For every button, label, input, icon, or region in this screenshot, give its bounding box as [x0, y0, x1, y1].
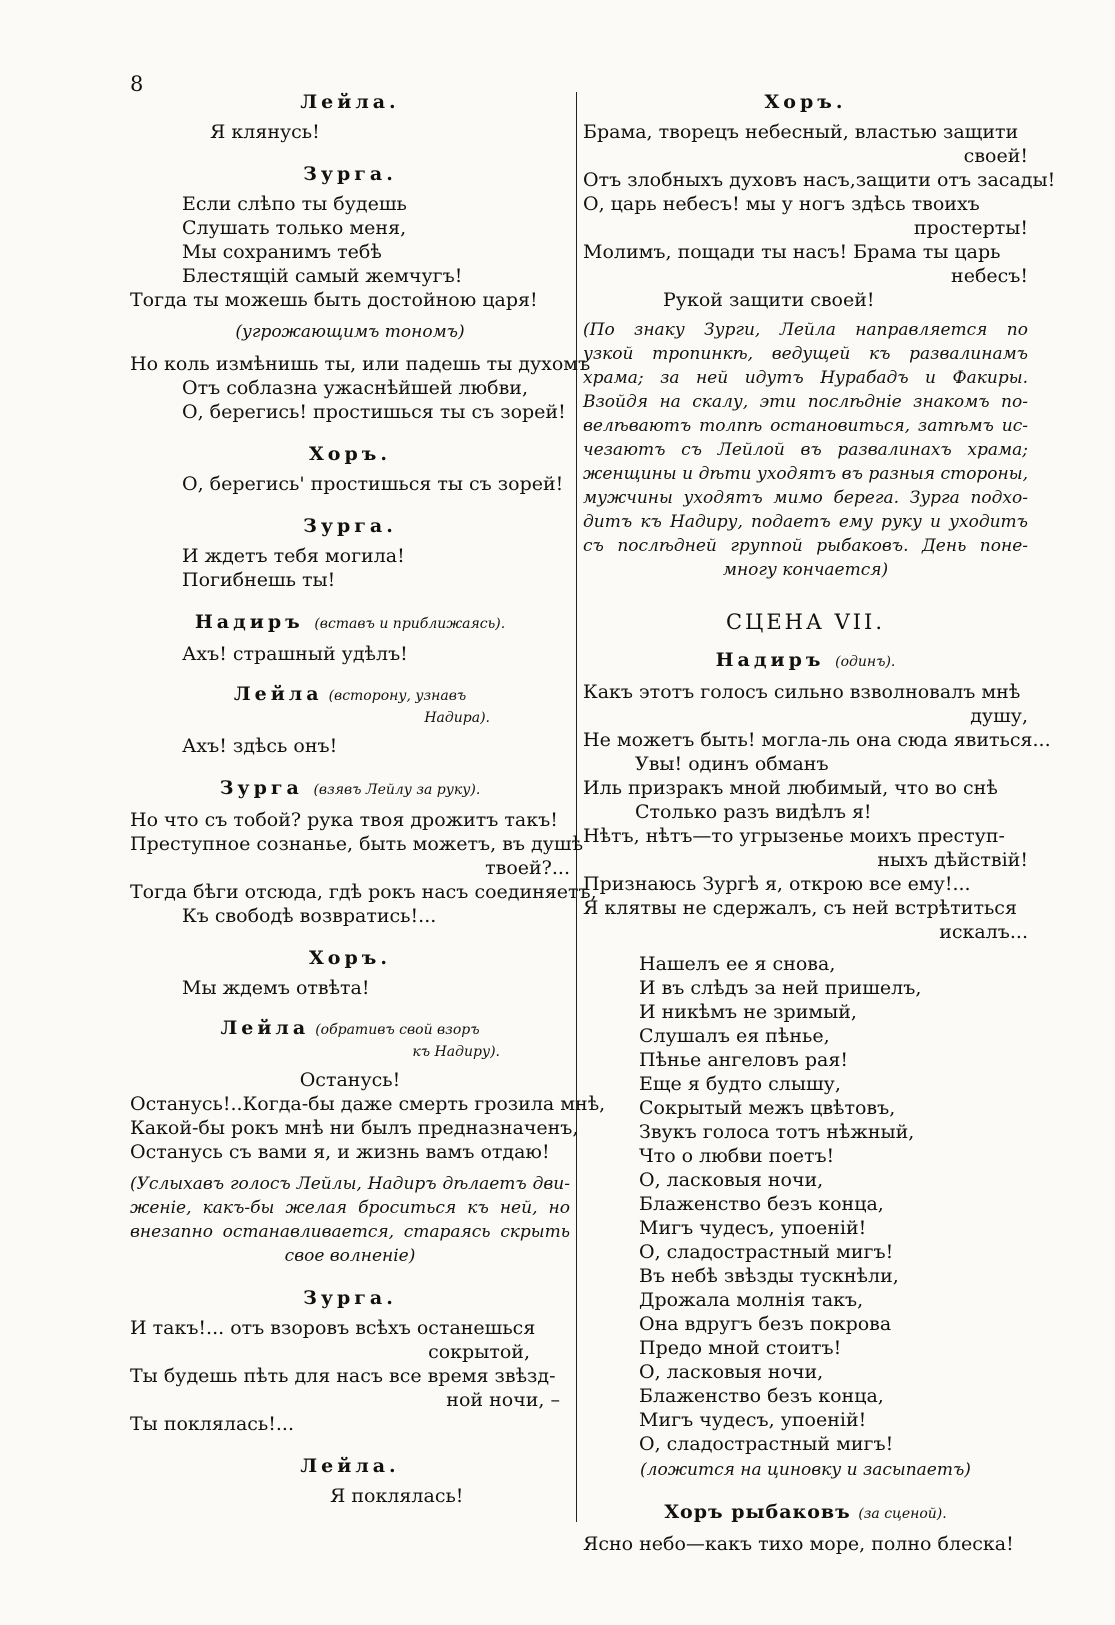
verse-line: Слушать только меня,	[182, 217, 407, 239]
verse-line: Иль призракъ мной любимый, что во снѣ	[583, 777, 998, 799]
verse-line: Если слѣпо ты будешь	[182, 193, 407, 215]
verse-line: Рукой защити своей!	[663, 289, 875, 311]
song-line: Пѣнье ангеловъ рая!	[639, 1049, 848, 1071]
verse-line: Преступное сознанье, быть можетъ, въ душѣ	[130, 833, 584, 855]
song-line: Она вдругъ безъ покрова	[639, 1313, 892, 1335]
song-line: И никѣмъ не зримый,	[639, 1001, 857, 1023]
verse-line: Я клятвы не сдержалъ, съ ней встрѣтиться	[583, 897, 1017, 919]
speaker-chorus: Хоръ.	[764, 91, 847, 113]
speaker-nadir	[130, 610, 570, 636]
verse-line: Тогда ты можешь быть достойною царя!	[130, 289, 538, 311]
stage-line: внезапно останавливается, стараясь скрыть	[130, 1222, 570, 1242]
verse-line: Ахъ! здѣсь онъ!	[182, 735, 338, 757]
song-line: О, сладострастный мигъ!	[639, 1433, 894, 1455]
speaker-name: Лейла	[233, 683, 323, 705]
verse-line: Мы ждемъ отвѣта!	[182, 977, 370, 999]
speaker-leila	[130, 1016, 570, 1062]
spacer	[583, 944, 1028, 952]
verse-line: Признаюсь Зургѣ я, открою все ему!...	[583, 873, 971, 895]
verse-line: Ясно небо—какъ тихо море, полно блеска!	[583, 1533, 1014, 1555]
speaker-leila: Лейла.	[300, 1455, 400, 1477]
song-line: Что о любви поетъ!	[639, 1145, 835, 1167]
verse-line: Отъ злобныхъ духовъ насъ,защити отъ засады!	[583, 169, 1056, 191]
page-number: 8	[130, 72, 144, 96]
right-column	[583, 90, 1056, 1556]
verse-line: Ахъ! страшный удѣлъ!	[182, 643, 408, 665]
verse-line: небесъ!	[951, 265, 1028, 287]
song-line: Слушалъ ея пѣнье,	[639, 1025, 830, 1047]
verse-line: О, берегись! простишься ты съ зорей!	[182, 401, 566, 423]
verse-line: Останусь!	[299, 1069, 401, 1091]
speaker-nadir	[583, 648, 1028, 674]
speaker-leila	[130, 682, 570, 728]
song-line: О, ласковыя ночи,	[639, 1169, 824, 1191]
verse-line: твоей?...	[485, 857, 570, 879]
song-line: И въ слѣдъ за ней пришелъ,	[639, 977, 922, 999]
verse-line: О, берегись' простишься ты съ зорей!	[182, 473, 564, 495]
song-line: Мигъ чудесъ, упоеній!	[639, 1409, 867, 1431]
speaker-zurga	[130, 776, 570, 802]
stage-line: (Услыхавъ голосъ Лейлы, Надиръ дѣлаетъ дви-	[130, 1174, 570, 1194]
verse-line: Отъ соблазна ужаснѣйшей любви,	[182, 377, 528, 399]
song-line: Блаженство безъ конца,	[639, 1193, 884, 1215]
stage-direction: (ложится на циновку и засыпаетъ)	[640, 1460, 971, 1480]
verse-line: Столько разъ видѣлъ я!	[635, 801, 872, 823]
verse-line: Ты поклялась!...	[130, 1413, 295, 1435]
speaker-name: Надиръ	[194, 611, 304, 633]
stage-line: узкой тропинкѣ, ведущей къ развалинамъ	[583, 344, 1028, 364]
speaker-zurga: Зурга.	[303, 1287, 397, 1309]
speaker-leila: Лейла.	[300, 91, 400, 113]
stage-direction	[130, 1172, 570, 1268]
verse-line: Мы сохранимъ тебѣ	[182, 241, 382, 263]
speaker-name: Хоръ рыбаковъ	[664, 1501, 851, 1523]
verse-line: О, царь небесъ! мы у ногъ здѣсь твоихъ	[583, 193, 980, 215]
song-line: Нашелъ ее я снова,	[639, 953, 836, 975]
speaker-zurga: Зурга.	[303, 515, 397, 537]
speaker-note: (всторону, узнавъ	[328, 688, 467, 704]
stage-line: женщины и дѣти уходятъ въ разныя стороны,	[583, 464, 1028, 484]
speaker-name: Надиръ	[715, 649, 825, 671]
speaker-note: (за сценой).	[858, 1506, 947, 1522]
speaker-chorus: Хоръ.	[309, 947, 391, 969]
stage-line: свое волненіе)	[284, 1246, 416, 1266]
scene-heading: СЦЕНА VII.	[725, 610, 886, 634]
verse-line: Погибнешь ты!	[182, 569, 336, 591]
speaker-note: Надира).	[424, 710, 490, 726]
song-line: Еще я будто слышу,	[639, 1073, 841, 1095]
verse-line: Какой-бы рокъ мнѣ ни былъ предназначенъ,	[130, 1117, 579, 1139]
verse-line: Блестящій самый жемчугъ!	[182, 265, 463, 287]
verse-line: искалъ...	[939, 921, 1028, 943]
speaker-chorus: Хоръ.	[309, 443, 391, 465]
verse-line: Останусь съ вами я, и жизнь вамъ отдаю!	[130, 1141, 550, 1163]
speaker-note: (одинъ).	[835, 654, 896, 670]
verse-line: Останусь!..Когда-бы даже смерть грозила мнѣ,	[130, 1093, 606, 1115]
song-line: О, ласковыя ночи,	[639, 1361, 824, 1383]
speaker-name: Зурга	[219, 777, 303, 799]
verse-line: Тогда бѣги отсюда, гдѣ рокъ насъ соединяетъ,	[130, 881, 597, 903]
verse-line: Не можетъ быть! могла-ль она сюда явиться...	[583, 729, 1051, 751]
speaker-note: (вставъ и приближаясь).	[314, 616, 506, 632]
column-divider	[576, 92, 577, 1522]
verse-line: сокрытой,	[428, 1341, 530, 1363]
verse-line: Я клянусь!	[210, 121, 320, 143]
song-line: Въ небѣ звѣзды тускнѣли,	[639, 1265, 899, 1287]
stage-line: съ послѣдней группой рыбаковъ. День поне-	[583, 536, 1028, 556]
speaker-zurga: Зурга.	[303, 163, 397, 185]
stage-direction: (угрожающимъ тономъ)	[235, 322, 465, 342]
stage-line: дитъ къ Надиру, подаетъ ему руку и уходитъ	[583, 512, 1028, 532]
song-line: Сокрытый межъ цвѣтовъ,	[639, 1097, 896, 1119]
verse-line: ныхъ дѣйствій!	[877, 849, 1028, 871]
speaker-name: Лейла	[220, 1017, 310, 1039]
verse-line: Ты будешь пѣть для насъ все время звѣзд-	[130, 1365, 556, 1387]
verse-line: Къ свободѣ возвратись!...	[182, 905, 437, 927]
song-line: Предо мной стоитъ!	[639, 1337, 842, 1359]
stage-line: храма; за ней идутъ Нурабадъ и Факиры.	[583, 368, 1028, 388]
left-column	[130, 90, 606, 1508]
song-line: Блаженство безъ конца,	[639, 1385, 884, 1407]
speaker-note: (взявъ Лейлу за руку).	[313, 782, 481, 798]
verse-line: И такъ!... отъ взоровъ всѣхъ останешься	[130, 1317, 536, 1339]
verse-line: Я поклялась!	[330, 1485, 464, 1507]
speaker-note: (обративъ свой взоръ	[315, 1022, 480, 1038]
verse-line: Но коль измѣнишь ты, или падешь ты духомъ	[130, 353, 591, 375]
song-line: О, сладострастный мигъ!	[639, 1241, 894, 1263]
verse-line: Но что съ тобой? рука твоя дрожитъ такъ!	[130, 809, 558, 831]
verse-line: ной ночи, –	[446, 1389, 560, 1411]
verse-line: своей!	[963, 145, 1028, 167]
speaker-fishermen-chorus	[583, 1500, 1028, 1526]
song-line: Дрожала молнія такъ,	[639, 1289, 864, 1311]
verse-line: Какъ этотъ голосъ сильно взволновалъ мнѣ	[583, 681, 1021, 703]
verse-line: Брама, творецъ небесный, властью защити	[583, 121, 1019, 143]
stage-direction	[583, 318, 1028, 582]
verse-line: Нѣтъ, нѣтъ—то угрызенье моихъ преступ-	[583, 825, 1005, 847]
stage-line: чезаютъ съ Лейлой въ развалинахъ храма;	[583, 440, 1028, 460]
stage-line: многу кончается)	[722, 560, 889, 580]
verse-line: душу,	[970, 705, 1028, 727]
stage-line: велѣваютъ толпѣ остановиться, затѣмъ ис-	[583, 416, 1028, 436]
stage-line: Взойдя на скалу, эти послѣдніе знакомъ по-	[583, 392, 1028, 412]
verse-line: Молимъ, пощади ты насъ! Брама ты царь	[583, 241, 1001, 263]
song-line: Мигъ чудесъ, упоеній!	[639, 1217, 867, 1239]
nadir-romance	[583, 952, 1028, 1456]
song-line: Звукъ голоса тотъ нѣжный,	[639, 1121, 915, 1143]
speaker-note: къ Надиру).	[412, 1044, 500, 1060]
verse-line: Увы! одинъ обманъ	[635, 753, 829, 775]
stage-line: (По знаку Зурги, Лейла направляется по	[583, 320, 1028, 340]
stage-line: мужчины уходятъ мимо берега. Зурга подхо-	[583, 488, 1028, 508]
stage-line: женіе, какъ-бы желая броситься къ ней, но	[130, 1198, 570, 1218]
verse-line: простерты!	[913, 217, 1028, 239]
verse-line: И ждетъ тебя могила!	[182, 545, 405, 567]
